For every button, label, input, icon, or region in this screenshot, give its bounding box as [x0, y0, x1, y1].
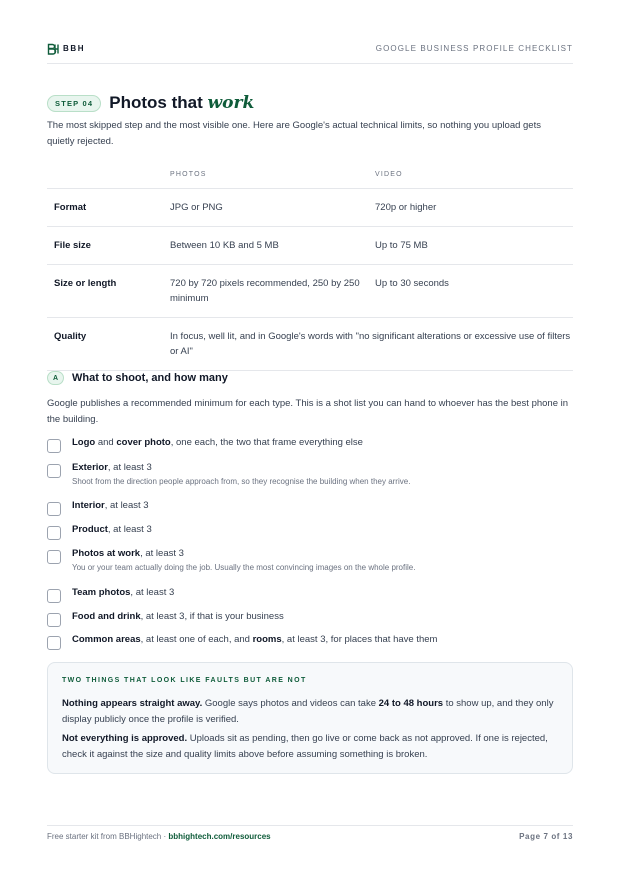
- item-text: , at least 3: [107, 524, 152, 535]
- item-emphasis: Interior: [72, 500, 105, 511]
- checklist-item-content: [72, 611, 284, 623]
- item-text: , at least 3, if that is your business: [140, 611, 284, 622]
- checklist-item-label: [72, 587, 174, 599]
- checklist-item: [47, 587, 174, 603]
- checklist-item-label: [72, 634, 437, 646]
- table-row: [47, 318, 573, 371]
- bbh-logo-icon: [47, 42, 59, 54]
- footer-text: Free starter kit from BBHightech ·: [47, 832, 169, 841]
- checklist-item-content: [72, 548, 415, 574]
- section-title-emphasis: work: [207, 93, 255, 113]
- checklist-item-label: [72, 611, 284, 623]
- item-emphasis: Photos at work: [72, 548, 141, 559]
- resources-link[interactable]: bbhightech.com/resources: [168, 832, 271, 841]
- item-text: , at least 3: [107, 462, 152, 473]
- checklist-item-label: [72, 462, 410, 474]
- column-header: [47, 162, 170, 189]
- footer-credit: [47, 832, 271, 841]
- item-text: , at least one of each, and: [140, 634, 253, 645]
- page-header: [47, 42, 573, 64]
- checklist-item-note: Shoot from the direction people approach from, so they recognise the building when they arrive.: [72, 477, 411, 486]
- checklist-item-content: [72, 524, 152, 536]
- checklist-item-content: [72, 634, 437, 646]
- checkbox[interactable]: [47, 502, 61, 516]
- photos-cell: JPG or PNG: [170, 189, 375, 227]
- row-label: Format: [47, 189, 170, 227]
- subsection-heading: [47, 371, 228, 385]
- subsection-badge: A: [47, 371, 64, 385]
- photos-cell: 720 by 720 pixels recommended, 250 by 250 minimum: [170, 265, 375, 318]
- shot-checklist: [47, 437, 573, 657]
- document-title: GOOGLE BUSINESS PROFILE CHECKLIST: [375, 44, 573, 53]
- item-text: , at least 3: [130, 587, 175, 598]
- callout-text: Google says photos and videos can take: [202, 698, 379, 709]
- item-text: , at least 3, for places that have them: [281, 634, 438, 645]
- video-cell: Up to 75 MB: [375, 227, 573, 265]
- step-heading: [47, 93, 254, 113]
- column-header-video: VIDEO: [375, 162, 573, 189]
- section-title: [109, 93, 254, 113]
- page-number: Page 7 of 13: [519, 832, 573, 841]
- checklist-item-content: [72, 587, 174, 599]
- checklist-item-label: [72, 437, 363, 449]
- table-row: [47, 265, 573, 318]
- row-label: Quality: [47, 318, 170, 371]
- checklist-item: [47, 462, 410, 488]
- checklist-item: [47, 634, 437, 650]
- checkbox[interactable]: [47, 464, 61, 478]
- checkbox[interactable]: [47, 589, 61, 603]
- table-row: [47, 189, 573, 227]
- item-text: , at least 3: [104, 500, 149, 511]
- callout-lead: Nothing appears straight away.: [62, 698, 203, 709]
- checklist-item-content: [72, 462, 410, 488]
- item-emphasis: Product: [72, 524, 108, 535]
- callout-paragraph: [62, 696, 558, 728]
- item-emphasis: rooms: [252, 634, 282, 645]
- section-title-lead: Photos that: [109, 93, 203, 112]
- item-emphasis: cover photo: [116, 437, 171, 448]
- subsection-intro: Google publishes a recommended minimum for each type. This is a shot list you can hand to whoever has the best phone in the building.: [47, 398, 569, 425]
- subsection-title: What to shoot, and how many: [72, 372, 228, 384]
- column-header-photos: PHOTOS: [170, 162, 375, 189]
- checklist-item: [47, 524, 152, 540]
- row-label: File size: [47, 227, 170, 265]
- checklist-item: [47, 548, 415, 574]
- callout-highlight: 24 to 48 hours: [378, 698, 444, 709]
- item-text: , one each, the two that frame everything else: [170, 437, 363, 448]
- callout-text: to show up, and they only display publicly once the profile is verified.: [62, 698, 554, 725]
- checklist-item-content: [72, 437, 363, 449]
- row-label: Size or length: [47, 265, 170, 318]
- checkbox[interactable]: [47, 439, 61, 453]
- specs-table: [47, 162, 573, 371]
- callout-title: TWO THINGS THAT LOOK LIKE FAULTS BUT ARE NOT: [62, 677, 307, 684]
- item-emphasis: Exterior: [72, 462, 108, 473]
- item-emphasis: Common areas: [72, 634, 141, 645]
- item-emphasis: Food and drink: [72, 611, 141, 622]
- checklist-item: [47, 500, 149, 516]
- brand: [47, 42, 85, 54]
- item-text: and: [95, 437, 117, 448]
- item-text: , at least 3: [140, 548, 184, 559]
- checklist-item-label: [72, 500, 149, 512]
- checklist-item: [47, 611, 284, 627]
- checkbox[interactable]: [47, 636, 61, 650]
- callout-paragraph: [62, 731, 558, 763]
- callout-box: [47, 662, 573, 774]
- quality-cell: In focus, well lit, and in Google's words with "no significant alterations or excessive use of filters or AI": [170, 318, 573, 371]
- table-header-row: [47, 162, 573, 189]
- callout-lead: Not everything is approved.: [62, 733, 188, 744]
- video-cell: 720p or higher: [375, 189, 573, 227]
- brand-name: BBH: [63, 43, 86, 53]
- callout-text: Uploads sit as pending, then go live or come back as not approved. If one is rejected, check it against the size and quality limits above before assuming something is broken.: [62, 733, 548, 760]
- checkbox[interactable]: [47, 526, 61, 540]
- checklist-item-note: You or your team actually doing the job. Usually the most convincing images on the whole profile.: [72, 563, 416, 572]
- checkbox[interactable]: [47, 550, 61, 564]
- item-emphasis: Logo: [72, 437, 96, 448]
- table-row: [47, 227, 573, 265]
- item-emphasis: Team photos: [72, 587, 131, 598]
- checklist-item-label: [72, 548, 415, 560]
- checklist-item-label: [72, 524, 152, 536]
- checklist-item-content: [72, 500, 149, 512]
- section-intro: The most skipped step and the most visible one. Here are Google's actual technical limits, so nothing you upload gets quietly rejected.: [47, 120, 541, 147]
- video-cell: Up to 30 seconds: [375, 265, 573, 318]
- photos-cell: Between 10 KB and 5 MB: [170, 227, 375, 265]
- checklist-item: [47, 437, 363, 453]
- step-badge: STEP 04: [47, 95, 101, 112]
- page-footer: [47, 825, 573, 841]
- checkbox[interactable]: [47, 613, 61, 627]
